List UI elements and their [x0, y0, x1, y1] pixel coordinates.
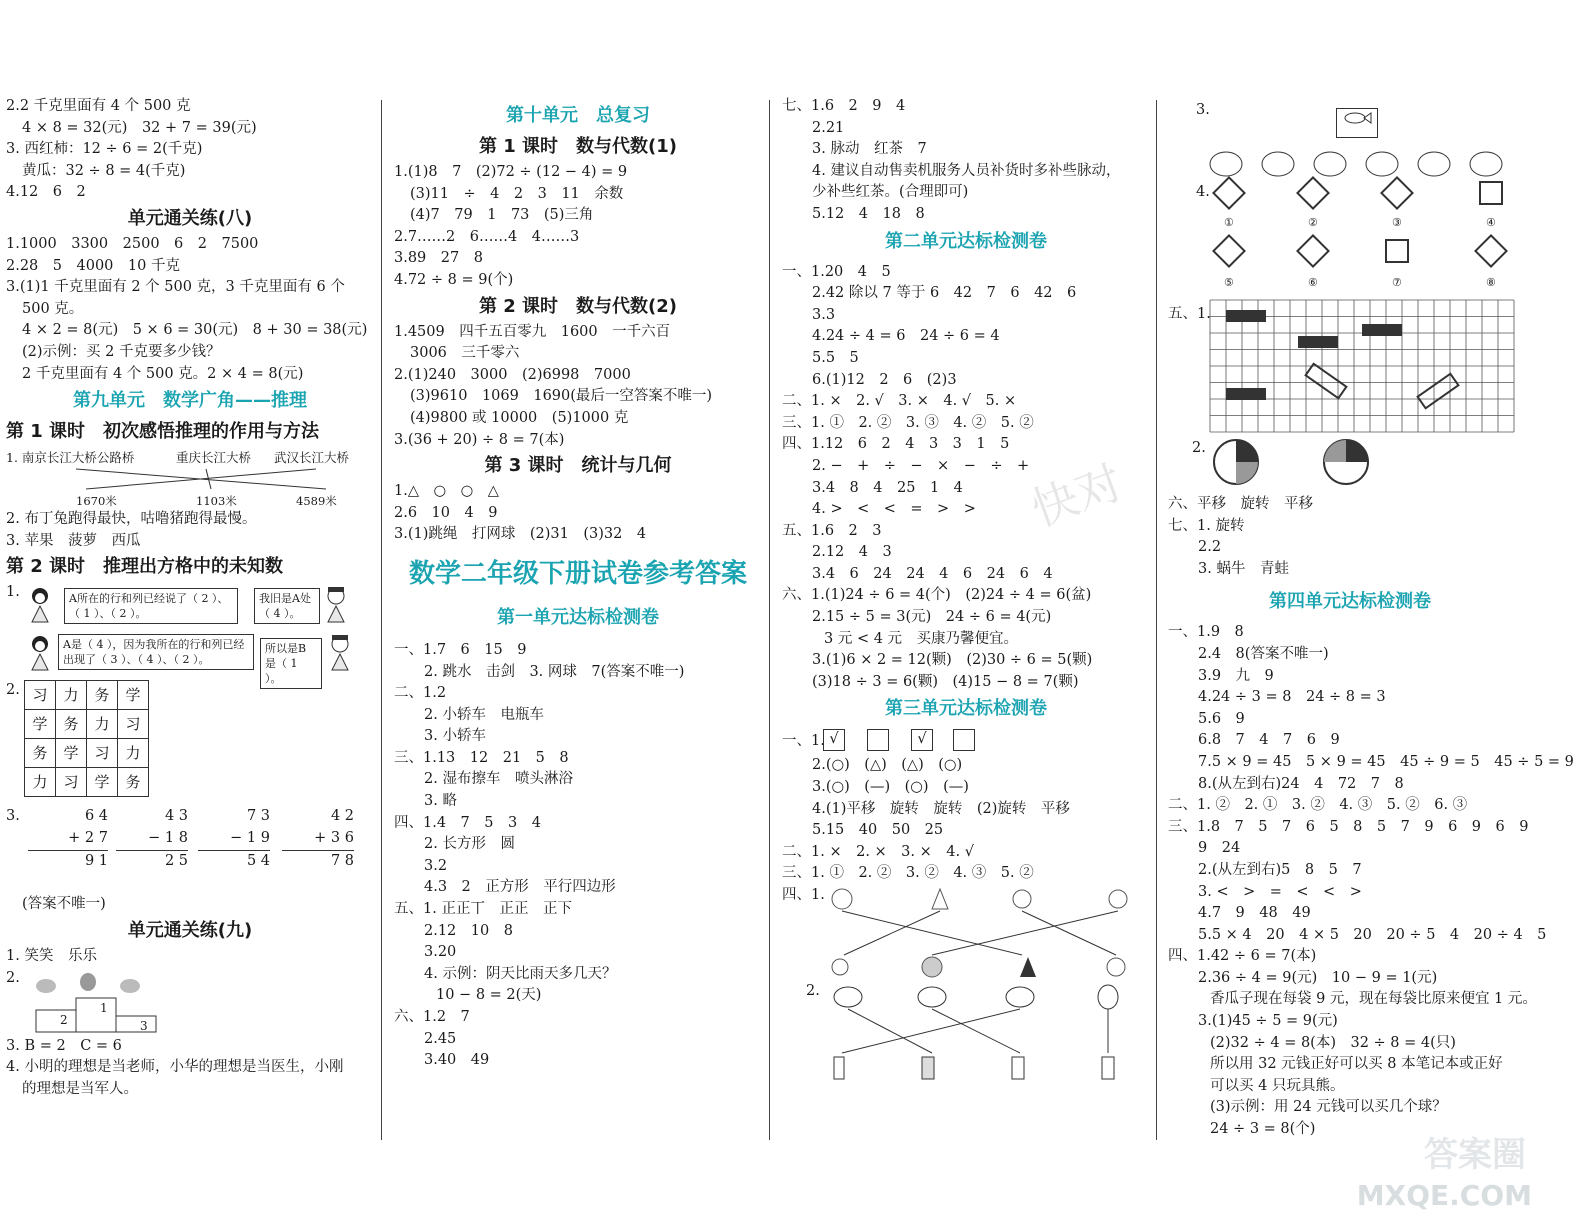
answer-line: 3. 苹果 菠萝 西瓜 — [6, 532, 141, 549]
length-label: 1103米 — [196, 494, 237, 509]
section-heading: 单元通关练(九) — [127, 919, 253, 941]
knot-icon — [1297, 177, 1328, 208]
answer-line: (3)9610 1069 1690(最后一空答案不唯一) — [410, 388, 713, 405]
answer-line: 24 ÷ 3 = 8(个) — [1210, 1121, 1316, 1138]
object-icon — [1109, 890, 1127, 908]
shape-icon — [1102, 1057, 1114, 1079]
answer-line: 六、1.(1)24 ÷ 6 = 4(个) (2)24 ÷ 4 = 6(盆) — [782, 587, 1092, 604]
answer-line: 2. − + ÷ − × − ÷ + — [812, 457, 1030, 474]
answer-line: 2.12 10 8 — [424, 922, 513, 939]
circled-number: ⑤ — [1224, 276, 1234, 289]
animal-icon — [120, 979, 140, 993]
rotated-bar — [1418, 374, 1459, 408]
grid-cell: 力 — [25, 768, 56, 797]
question-number: 一、1. — [782, 733, 825, 750]
view-match-figure — [782, 885, 1150, 981]
fish-box — [1336, 108, 1378, 138]
answer-line: 1.△ ○ ○ △ — [394, 483, 499, 500]
match-line — [842, 911, 1022, 955]
answer-line: (3)18 ÷ 3 = 6(颗) (4)15 − 8 = 7(颗) — [812, 673, 1079, 690]
grid-cell: 力 — [56, 681, 87, 710]
vertical-sum — [198, 806, 270, 872]
answer-line: 三、1. ① 2. ② 3. ③ 4. ② 5. ② — [782, 414, 1034, 431]
answer-line: 5.6 9 — [1198, 710, 1245, 727]
grid-cell: 务 — [118, 768, 149, 797]
question-number: 3. — [6, 808, 20, 825]
answer-line: 4.12 6 2 — [6, 184, 86, 201]
answer-line: 2.7……2 6……4 4……3 — [394, 228, 580, 245]
answer-line: 三、1.13 12 21 5 8 — [394, 749, 569, 766]
knot-icon — [1475, 235, 1506, 266]
podium-label: 1 — [100, 1000, 108, 1015]
answer-line: 3.40 49 — [424, 1052, 490, 1069]
lesson-heading: 第 1 课时 数与代数(1) — [478, 136, 678, 157]
answer-line: 6.8 7 4 7 6 9 — [1198, 732, 1340, 749]
lesson-heading: 第 1 课时 初次感悟推理的作用与方法 — [6, 421, 320, 443]
answer-line: 4. 示例：阴天比雨天多几天？ — [424, 965, 617, 982]
grid-cell: 务 — [87, 681, 118, 710]
question-number: 2. — [1192, 440, 1206, 456]
answer-line: 三、1.8 7 5 7 6 5 8 5 7 9 6 9 6 9 — [1168, 818, 1529, 835]
answer-line: 2.(1)240 3000 (2)6998 7000 — [394, 366, 631, 383]
answer-line: 4.72 ÷ 8 = 9(个) — [394, 271, 514, 288]
check-box — [953, 729, 975, 751]
answer-line: (4)7 79 1 73 (5)三角 — [410, 207, 594, 224]
match-line — [1022, 911, 1116, 955]
char-grid — [24, 680, 149, 797]
girl-icon — [28, 634, 52, 674]
answer-line: 2.15 ÷ 5 = 3(元) 24 ÷ 6 = 4(元) — [812, 609, 1052, 626]
answer-line: (2)32 ÷ 4 = 8(本) 32 ÷ 8 = 4(只) — [1210, 1034, 1456, 1051]
answer-line: (答案不唯一) — [22, 896, 106, 913]
answer-line: 4. 小明的理想是当老师，小华的理想是当医生，小刚 — [6, 1059, 344, 1076]
object-icon — [922, 957, 942, 977]
square-grid — [1210, 300, 1530, 434]
speech-bubble: 所以是B是（ 1 ）。 — [260, 638, 322, 689]
answer-line: 可以买 4 只玩具熊。 — [1210, 1077, 1345, 1094]
lesson-heading: 第 3 课时 统计与几何 — [484, 455, 672, 477]
column-1 — [6, 96, 374, 1146]
grid-cell: 力 — [87, 710, 118, 739]
speech-bubble: A是（ 4 ），因为我所在的行和列已经出现了（ 3 ）、（ 4 ）、（ 2 ）。 — [58, 634, 254, 670]
answer-line: 2. 小轿车 电瓶车 — [424, 706, 544, 723]
grid-cell: 习 — [118, 710, 149, 739]
answer-line: 二、1. ② 2. ① 3. ② 4. ③ 5. ② 6. ③ — [1168, 797, 1468, 814]
answer-line: 2.2 千克里面有 4 个 500 克 — [6, 98, 191, 114]
answer-line: 2. 湿布擦车 喷头淋浴 — [424, 771, 573, 788]
boy-icon — [328, 634, 352, 674]
answer-line: 2.36 ÷ 4 = 9(元) 10 − 9 = 1(元) — [1198, 969, 1438, 986]
grid-cell: 学 — [118, 681, 149, 710]
bridge-label: 1. 南京长江大桥公路桥 — [6, 450, 135, 466]
answer-line: 4 × 2 = 8(元) 5 × 6 = 30(元) 8 + 30 = 38(元) — [22, 322, 368, 339]
answer-line: 3006 三千零六 — [410, 345, 520, 362]
match-line — [932, 1009, 1020, 1053]
book-title: 数学二年级下册试卷参考答案 — [408, 558, 747, 589]
answer-line: 4.7 9 48 49 — [1198, 905, 1311, 922]
grid-figure — [1168, 298, 1532, 436]
site-logo: MXQE.COM — [1356, 1179, 1532, 1212]
answer-line: 1. 笑笑 乐乐 — [6, 947, 97, 964]
check-box: √ — [911, 729, 933, 751]
podium-step — [116, 1016, 156, 1032]
shape-icon — [834, 1057, 844, 1079]
answer-line: 2. 跳水 击剑 3. 网球 7(答案不唯一) — [424, 663, 685, 680]
animal-icon — [80, 973, 96, 991]
animal-icon — [36, 979, 56, 993]
answer-line: 2 千克里面有 4 个 500 克。2 × 4 = 8(元) — [22, 365, 304, 382]
answer-line: (4)9800 或 10000 (5)1000 克 — [410, 409, 629, 426]
answer-line: 5.5 5 — [812, 349, 859, 366]
answer-line: 4.24 ÷ 3 = 8 24 ÷ 8 = 3 — [1198, 689, 1386, 706]
bridge-figure — [6, 447, 374, 509]
answer-line: 所以用 32 元钱正好可以买 8 本笔记本或正好 — [1210, 1056, 1503, 1073]
length-label: 1670米 — [76, 494, 117, 509]
circled-number: ② — [1308, 216, 1318, 229]
rotated-bar — [1306, 364, 1347, 398]
wheel-icons — [1212, 436, 1412, 490]
unit-heading: 第九单元 数学广角——推理 — [73, 390, 307, 412]
check-box: √ — [823, 729, 845, 751]
grid-cell: 习 — [87, 739, 118, 768]
test-heading: 第一单元达标检测卷 — [497, 606, 659, 628]
answer-line: 一、1.20 4 5 — [782, 263, 891, 280]
sum-result: 2 5 — [164, 852, 188, 869]
check-box — [867, 729, 889, 751]
podium-step — [36, 1010, 76, 1032]
answer-line: 六、平移 旋转 平移 — [1168, 496, 1313, 512]
sum-top: 4 2 — [330, 808, 354, 825]
answer-line: 3. B = 2 C = 6 — [6, 1037, 122, 1054]
fish-plate-icon — [1366, 152, 1398, 176]
sum-top: 7 3 — [246, 808, 270, 825]
vertical-sum — [116, 806, 188, 872]
answer-line: 3.20 — [424, 944, 457, 961]
watermark: 快对 — [1024, 454, 1130, 537]
grid-cell: 务 — [56, 710, 87, 739]
answer-line: 四、1.4 7 5 3 4 — [394, 814, 541, 831]
fish-plate-icon — [1262, 152, 1294, 176]
knot-icon — [1213, 177, 1244, 208]
answer-line: 3.(36 + 20) ÷ 8 = 7(本) — [394, 431, 565, 448]
grid-cell: 习 — [25, 681, 56, 710]
lesson-heading: 第 2 课时 推理出方格中的未知数 — [6, 556, 284, 578]
grid-question — [6, 680, 374, 806]
match-line — [86, 469, 316, 489]
answer-line: 3. 西红柿：12 ÷ 6 = 2(千克) — [6, 141, 203, 158]
sum-top: 6 4 — [84, 808, 108, 825]
speech-bubble: 我旧是A处（ 4 ）。 — [254, 588, 320, 624]
knot-shapes — [1168, 174, 1532, 298]
answer-line: 4.3 2 正方形 平行四边形 — [424, 879, 616, 896]
object-icon — [832, 959, 848, 975]
answer-line: 四、1.12 6 2 4 3 3 1 5 — [782, 436, 1010, 453]
answer-line: 一、1.7 6 15 9 — [394, 641, 527, 658]
column-divider — [1156, 100, 1157, 1140]
sum-result: 9 1 — [84, 852, 108, 869]
answer-line: 香瓜子现在每袋 9 元，现在每袋比原来便宜 1 元。 — [1210, 991, 1537, 1008]
column-divider — [381, 100, 382, 1140]
boy-icon — [324, 586, 348, 626]
knot-icon — [1213, 235, 1244, 266]
question-number: 4. — [1196, 184, 1210, 200]
object-icon — [1020, 957, 1036, 977]
shape-match-lines — [782, 981, 1142, 1081]
grid-cell: 习 — [56, 768, 87, 797]
circled-number: ① — [1224, 216, 1234, 229]
answer-line: 黄瓜：32 ÷ 8 = 4(千克) — [22, 162, 186, 179]
answer-line: 3.(1)跳绳 打网球 (2)31 (3)32 4 — [394, 526, 647, 543]
answer-line: 3.(1)1 千克里面有 2 个 500 克，3 千克里面有 6 个 — [6, 279, 345, 296]
answer-line: 3.(○) (—) (○) (—) — [812, 779, 969, 796]
fish-figure — [1168, 96, 1532, 174]
grid-bar — [1226, 310, 1266, 322]
answer-line: 2.28 5 4000 10 千克 — [6, 257, 180, 274]
circled-number: ⑧ — [1486, 276, 1496, 289]
answer-line: 2.(○) (△) (△) (○) — [812, 757, 963, 774]
answer-line: 4. 建议自动售卖机服务人员补货时多补些脉动， — [812, 162, 1121, 179]
answer-line: 2.21 — [812, 119, 845, 136]
answer-line: 2.12 4 3 — [812, 544, 892, 561]
answer-line: 2.42 除以 7 等于 6 42 7 6 42 6 — [812, 285, 1077, 302]
answer-line: 3. 小轿车 — [424, 728, 486, 745]
answer-line: 七、1.6 2 9 4 — [782, 98, 906, 114]
answer-line: 3.2 — [424, 857, 448, 874]
fish-plate-icon — [1470, 152, 1502, 176]
knot-icon — [1480, 182, 1502, 204]
question-number: 2. — [6, 682, 20, 699]
answer-line: 3. 略 — [424, 793, 457, 810]
test-heading: 第四单元达标检测卷 — [1269, 591, 1431, 613]
test-heading: 第二单元达标检测卷 — [885, 230, 1047, 252]
column-3 — [782, 96, 1150, 1146]
view-match-lines — [782, 885, 1142, 981]
answer-line: 3.4 8 4 25 1 4 — [812, 479, 963, 496]
knot-figure — [1168, 174, 1532, 298]
answer-line: (2)示例：买 2 千克要多少钱？ — [22, 343, 221, 360]
shape-icon — [918, 987, 946, 1007]
answer-line: 500 克。 — [22, 300, 84, 317]
match-line — [932, 911, 1118, 955]
grid-cell: 学 — [56, 739, 87, 768]
shape-icon — [1006, 987, 1034, 1007]
answer-line: 3.3 — [812, 306, 836, 323]
shape-match-figure — [782, 981, 1150, 1081]
sum-op: + 2 7 — [28, 828, 108, 851]
object-icon — [832, 889, 852, 909]
speech-bubble: A所在的行和列已经说了（ 2 ）、（ 1 ）、（ 2 ）。 — [64, 588, 238, 624]
arith-question — [6, 806, 374, 894]
shape-icon — [1098, 985, 1118, 1009]
grid-cell: 学 — [87, 768, 118, 797]
bridge-label: 武汉长江大桥 — [274, 450, 350, 466]
question-number: 五、1. — [1168, 306, 1211, 322]
vertical-sum — [282, 806, 354, 872]
answer-line: 2.45 — [424, 1030, 457, 1047]
answer-line: 1.1000 3300 2500 6 2 7500 — [6, 235, 259, 252]
length-label: 4589米 — [296, 494, 337, 509]
sum-op: + 3 6 — [282, 828, 354, 851]
answer-line: 3. 蜗牛 青蛙 — [1198, 560, 1289, 577]
answer-line: 7.5 × 9 = 45 5 × 9 = 45 45 ÷ 9 = 5 45 ÷ 5 = 9 — [1198, 753, 1574, 770]
answer-line: 1.4509 四千五百零九 1600 一千六百 — [394, 323, 671, 340]
answer-line: 二、1. × 2. × 3. × 4. √ — [782, 843, 974, 860]
answer-line: 的理想是当军人。 — [22, 1080, 138, 1097]
podium-label: 3 — [140, 1018, 148, 1033]
reasoning-figure — [6, 582, 374, 686]
fish-plate-icon — [1418, 152, 1450, 176]
grid-bar — [1362, 324, 1402, 336]
grid-bar — [1298, 336, 1338, 348]
answer-line: 5.5 × 4 20 4 × 5 20 20 ÷ 5 4 20 ÷ 4 5 — [1198, 926, 1547, 943]
knot-icon — [1381, 177, 1412, 208]
answer-line: 8.(从左到右)24 4 72 7 8 — [1198, 775, 1404, 792]
answer-line: 四、1.42 ÷ 6 = 7(本) — [1168, 948, 1317, 965]
test-heading: 第三单元达标检测卷 — [885, 698, 1047, 720]
answer-line: 六、1.2 7 — [394, 1009, 470, 1025]
sum-result: 7 8 — [330, 852, 354, 869]
answer-line: 2.4 8(答案不唯一) — [1198, 645, 1329, 662]
match-line — [842, 1009, 1020, 1053]
sum-op: − 1 8 — [116, 828, 188, 851]
answer-line: 三、1. ① 2. ② 3. ② 4. ③ 5. ② — [782, 865, 1034, 882]
answer-line: 一、1.9 8 — [1168, 624, 1244, 641]
grid-cell: 务 — [25, 739, 56, 768]
column-2 — [394, 96, 762, 1146]
checkbox-row — [782, 729, 1150, 755]
site-logo-text: 答案圈 — [1424, 1135, 1526, 1175]
sum-op: − 1 9 — [198, 828, 270, 851]
object-icon — [1013, 890, 1031, 908]
girl-icon — [28, 586, 52, 626]
answer-line: 3.9 九 9 — [1198, 667, 1274, 684]
answer-line: 五、1. 正正丅 正正 正下 — [394, 901, 572, 918]
fish-icon — [1342, 109, 1372, 127]
match-line — [848, 1009, 932, 1053]
column-divider — [769, 100, 770, 1140]
column-4 — [1168, 96, 1574, 1146]
answer-line: 二、1.2 — [394, 685, 447, 702]
answer-line: 少补些红茶。(合理即可) — [812, 184, 969, 201]
unit-heading: 第十单元 总复习 — [506, 105, 650, 126]
question-number: 3. — [1196, 102, 1210, 118]
wheel-figure — [1168, 436, 1532, 494]
circled-number: ⑥ — [1308, 276, 1318, 289]
answer-line: 2. 布丁兔跑得最快，咕噜猪跑得最慢。 — [6, 511, 257, 528]
answer-line: 5.12 4 18 8 — [812, 205, 925, 222]
grid-cell: 力 — [118, 739, 149, 768]
answer-line: 3.(1)6 × 2 = 12(颗) (2)30 ÷ 6 = 5(颗) — [812, 652, 1093, 669]
lesson-heading: 第 2 课时 数与代数(2) — [478, 295, 678, 317]
answer-line: (3)11 ÷ 4 2 3 11 余数 — [410, 185, 624, 202]
answer-line: 3.4 6 24 24 4 6 24 6 4 — [812, 565, 1053, 582]
answer-line: (3)示例：用 24 元钱可以买几个球？ — [1210, 1099, 1447, 1116]
answer-line: 3.89 27 8 — [394, 250, 483, 267]
answer-line: 二、1. × 2. √ 3. × 4. √ 5. × — [782, 393, 1017, 410]
object-icon — [932, 889, 948, 909]
section-heading: 单元通关练(八) — [127, 207, 253, 229]
podium-figure — [6, 968, 374, 1036]
answer-line: 2. 长方形 圆 — [424, 836, 515, 853]
answer-line: 1.(1)8 7 (2)72 ÷ (12 − 4) = 9 — [394, 164, 628, 180]
grid-cell: 学 — [25, 710, 56, 739]
answer-line: 10 − 8 = 2(天) — [436, 987, 542, 1004]
vertical-sum — [28, 806, 108, 872]
fish-plate-icon — [1210, 152, 1242, 176]
answer-line: 4.(1)平移 旋转 旋转 (2)旋转 平移 — [812, 800, 1070, 817]
answer-line: 五、1.6 2 3 — [782, 522, 882, 539]
answer-line: 3. 脉动 红茶 7 — [812, 141, 927, 158]
podium-step — [76, 998, 116, 1032]
question-number: 1. — [6, 584, 20, 601]
answer-line: 3 元 < 4 元 买康乃馨便宜。 — [824, 630, 1019, 647]
question-number: 四、1. — [782, 887, 825, 903]
circled-number: ④ — [1486, 216, 1496, 229]
shape-icon — [834, 987, 862, 1007]
sum-result: 5 4 — [246, 852, 270, 869]
answer-line: 4.24 ÷ 4 = 6 24 ÷ 6 = 4 — [812, 328, 1000, 345]
question-number: 2. — [6, 969, 20, 986]
fish-plate-icon — [1314, 152, 1346, 176]
answer-line: 6.(1)12 2 6 (2)3 — [812, 371, 957, 388]
podium-label: 2 — [60, 1012, 68, 1027]
circled-number: ⑦ — [1392, 276, 1402, 289]
knot-icon — [1386, 240, 1408, 262]
answer-line: 3. < > = < < > — [1198, 883, 1362, 900]
answer-line: 2.6 10 4 9 — [394, 504, 498, 521]
answer-line: 2.2 — [1198, 539, 1222, 556]
shape-icon — [1012, 1057, 1024, 1079]
answer-line: 5.15 40 50 25 — [812, 822, 944, 839]
answer-line: 3.(1)45 ÷ 5 = 9(元) — [1198, 1013, 1338, 1030]
circled-number: ③ — [1392, 216, 1402, 229]
sum-top: 4 3 — [164, 808, 188, 825]
object-icon — [1107, 958, 1125, 976]
grid-bar — [1226, 388, 1266, 400]
bridge-label: 重庆长江大桥 — [176, 450, 252, 466]
answer-line: 4 × 8 = 32(元) 32 + 7 = 39(元) — [22, 119, 257, 136]
answer-line: 4. > < < = > > — [812, 501, 976, 518]
answer-line: 2.(从左到右)5 8 5 7 — [1198, 861, 1362, 878]
answer-line: 9 24 — [1198, 840, 1241, 857]
match-line — [844, 911, 940, 955]
knot-icon — [1297, 235, 1328, 266]
question-number: 2. — [806, 983, 820, 999]
answer-line: 七、1. 旋转 — [1168, 517, 1245, 534]
shape-icon — [922, 1057, 934, 1079]
